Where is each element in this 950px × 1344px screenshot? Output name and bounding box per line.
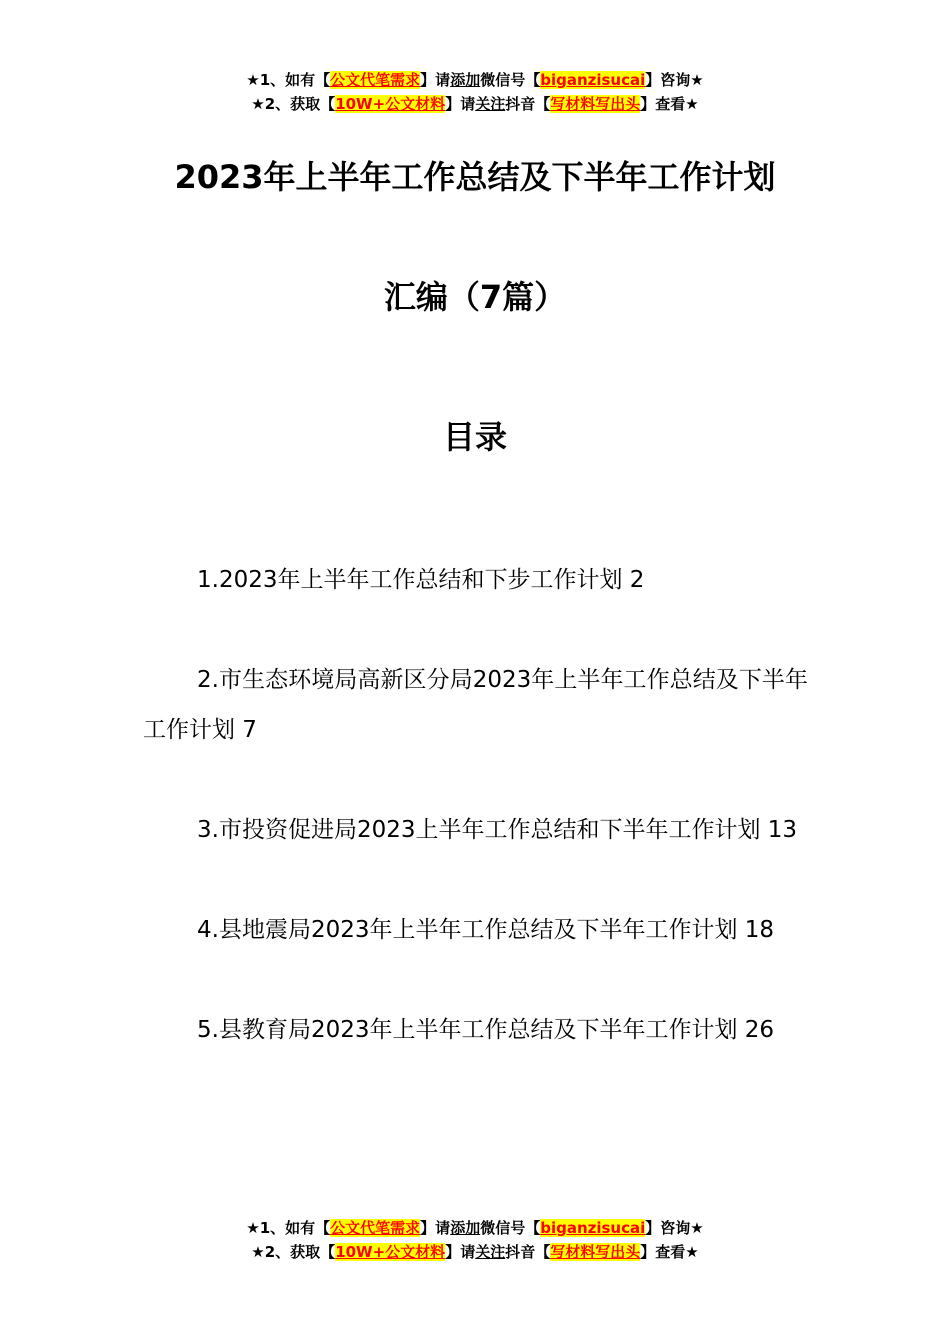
promo-text: ★1、如有【	[246, 1219, 331, 1237]
promo-text: 】请	[445, 95, 476, 113]
table-of-contents	[143, 555, 808, 1105]
promo-wechat-id: biganzisucai	[540, 71, 646, 89]
promo-text: 微信号【	[480, 71, 541, 89]
promo-highlight: 10W+公文材料	[335, 95, 446, 113]
promo-text: 微信号【	[480, 1219, 541, 1237]
document-title-line-2: 汇编（7篇）	[383, 278, 567, 316]
toc-item[interactable]: 3.市投资促进局2023上半年工作总结和下半年工作计划 13	[197, 817, 798, 843]
toc-item[interactable]: 5.县教育局2023年上半年工作总结及下半年工作计划 26	[197, 1017, 775, 1043]
promo-text: 】查看★	[640, 1243, 699, 1261]
promo-underline: 添加	[450, 71, 481, 89]
promo-text: 】咨询★	[645, 71, 704, 89]
promo-wechat-id: biganzisucai	[540, 1219, 646, 1237]
promo-line-1	[0, 1216, 950, 1240]
promo-text: 】请	[420, 71, 451, 89]
promo-text: 抖音【	[505, 95, 551, 113]
promo-text: 】请	[445, 1243, 476, 1261]
toc-item[interactable]: 2.市生态环境局高新区分局2023年上半年工作总结及下半年工作计划 7	[143, 667, 808, 743]
promo-highlight: 写材料写出头	[550, 1243, 641, 1261]
promo-text: ★2、获取【	[251, 1243, 336, 1261]
promo-line-2	[0, 92, 950, 116]
promo-text: ★1、如有【	[246, 71, 331, 89]
promo-highlight: 写材料写出头	[550, 95, 641, 113]
promo-underline: 添加	[450, 1219, 481, 1237]
promo-line-1	[0, 68, 950, 92]
promo-text: ★2、获取【	[251, 95, 336, 113]
promo-text: 】请	[420, 1219, 451, 1237]
promo-highlight: 公文代笔需求	[330, 1219, 421, 1237]
toc-item[interactable]: 4.县地震局2023年上半年工作总结及下半年工作计划 18	[197, 917, 775, 943]
promo-line-2	[0, 1240, 950, 1264]
promo-underline: 关注	[475, 1243, 506, 1261]
document-title-line-1: 2023年上半年工作总结及下半年工作计划	[174, 158, 776, 196]
promo-highlight: 公文代笔需求	[330, 71, 421, 89]
promo-highlight: 10W+公文材料	[335, 1243, 446, 1261]
promo-underline: 关注	[475, 95, 506, 113]
promo-banner-top	[0, 68, 950, 116]
promo-text: 】查看★	[640, 95, 699, 113]
promo-text: 】咨询★	[645, 1219, 704, 1237]
promo-text: 抖音【	[505, 1243, 551, 1261]
toc-heading: 目录	[442, 418, 507, 456]
toc-item[interactable]: 1.2023年上半年工作总结和下步工作计划 2	[197, 567, 645, 593]
promo-banner-bottom	[0, 1216, 950, 1264]
